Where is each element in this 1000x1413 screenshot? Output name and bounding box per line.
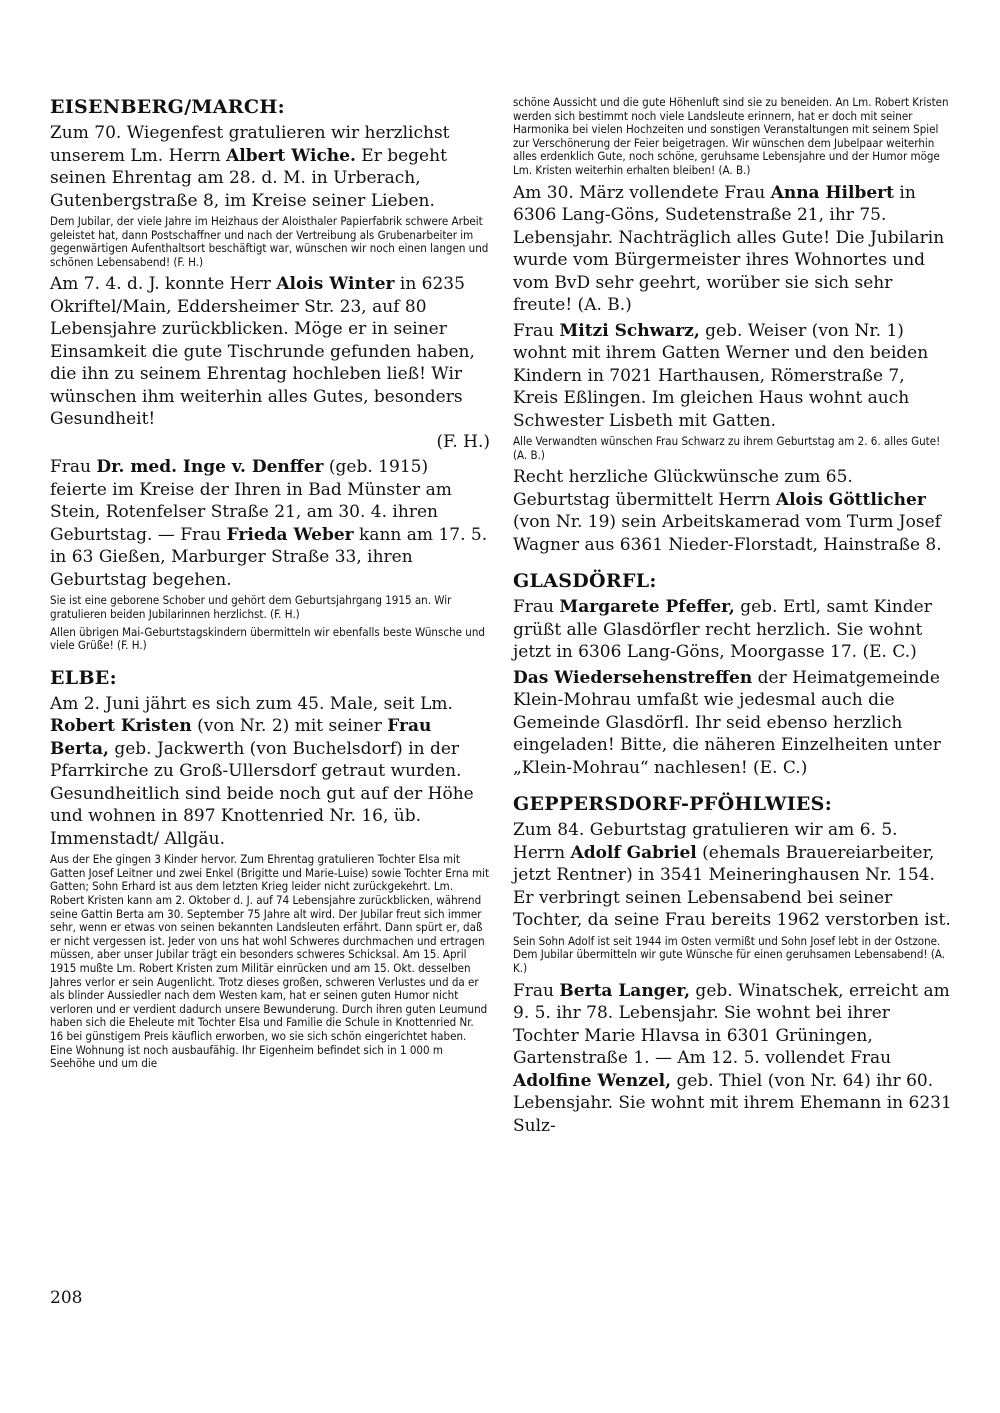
text: Frau bbox=[513, 980, 560, 1001]
paragraph bbox=[513, 980, 953, 1138]
person-name: Mitzi Schwarz, bbox=[559, 320, 700, 341]
person-name: Adolf Gabriel bbox=[570, 842, 697, 863]
section-heading-glasdoerfl: GLASDÖRFL: bbox=[513, 570, 657, 593]
right-column bbox=[513, 96, 953, 1140]
person-name: Frieda Weber bbox=[226, 524, 354, 545]
person-name: Alois Göttlicher bbox=[775, 489, 926, 510]
small-paragraph: Allen übrigen Mai-Geburtstagskindern übermitteln wir ebenfalls beste Wünsche und viele Grüße! (F. H.) bbox=[50, 624, 485, 653]
person-name: Berta Langer, bbox=[559, 980, 691, 1001]
left-column bbox=[50, 96, 490, 1075]
person-name: Margarete Pfeffer, bbox=[559, 597, 735, 618]
section-heading-eisenberg: EISENBERG/MARCH: bbox=[50, 96, 285, 118]
paragraph bbox=[50, 273, 490, 453]
text: Frau bbox=[50, 457, 97, 478]
small-paragraph: Dem Jubilar, der viele Jahre im Heizhaus der Aloisthaler Papierfabrik schwere Arbeit geleistet hat, dann Postschaffner und nach der Vertreibung als Grubenarbeiter im gegenwärtigen Aufenthaltsort beschäftigt war, wünschen wir noch einen langen und schönen Lebensabend! (F. H.) bbox=[50, 214, 489, 269]
person-name: Anna Hilbert bbox=[770, 182, 894, 203]
text: Zum 70. Wiegenfest gratulieren wir herzlichst unserem Lm. Herrn bbox=[50, 123, 450, 166]
paragraph bbox=[50, 122, 490, 212]
person-name: Frau Berta, bbox=[50, 716, 432, 759]
paragraph bbox=[513, 182, 953, 317]
text: der Heimatgemeinde Klein-Mohrau umfaßt wie jedesmal auch die Gemeinde Glasdörfl. Ihr seid ebenso herzlich eingeladen! Bitte, die näheren Einzelheiten unter „Klein-Mohrau“ nachlesen! (E. C.) bbox=[513, 667, 941, 778]
small-paragraph: Aus der Ehe gingen 3 Kinder hervor. Zum Ehrentag gratulieren Tochter Elsa mit Gatten Josef Leitner und zwei Enkel (Brigitte und Marie-Luise) sowie Tochter Erna mit Gatten; Sohn Erhard ist aus dem letzten Krieg leider nicht zurückgekehrt. Lm. Robert Kristen kann am 2. Oktober d. J. auf 74 Lebensjahre zurückblicken, während seine Gattin Berta am 30. September 75 Jahre alt wird. Der Jubilar freut sich immer sehr, wenn er etwas von seinen bekannten Landsleuten erfährt. Dann spürt er, daß er nicht vergessen ist. Jeder von uns hat wohl Schweres durchmachen und ertragen müssen, aber unser Jubilar trägt ein besonders schweres Schicksal. Am 15. April 1915 mußte Lm. Robert Kristen zum Militär einrücken und am 15. Okt. desselben Jahres verlor er sein Augenlicht. Trotz dieses großen, schweren Verlustes und da er als blinder Aussiedler nach dem Westen kam, hat er seinen guten Humor nicht verloren und er verdient dadurch unsere Bewunderung. Durch ihren guten Leumund haben sich die Eheleute mit Tochter Elsa und Familie die Schule in Knottenried Nr. 16 bei günstigem Preis käuflich erworben, wo sie sich schön eingerichtet haben. Eine Wohnung ist noch ausbaufähig. Ihr Eigenheim befindet sich in 1 000 m Seehöhe und um die bbox=[50, 852, 490, 1071]
text: kann am 17. 5. in 63 Gießen, Marburger Straße 33, ihren Geburtstag begehen. bbox=[50, 524, 488, 590]
text: geb. Thiel (von Nr. 64) ihr 60. Lebensjahr. Sie wohnt mit ihrem Ehemann in 6231 Sulz- bbox=[513, 1070, 952, 1136]
text: Recht herzliche Glückwünsche zum 65. Geburtstag übermittelt Herrn bbox=[513, 467, 853, 510]
person-name: Albert Wiche. bbox=[226, 145, 356, 166]
text: geb. Jackwerth (von Buchelsdorf) in der Pfarrkirche zu Groß-Ullersdorf getraut wurden. Gesundheitlich sind beide noch gut auf der Höhe und wohnen in 897 Knottenried Nr. 16, üb. Immenstadt/ Allgäu. bbox=[50, 738, 474, 849]
event-name: Das Wiedersehenstreffen bbox=[513, 667, 753, 688]
text: Frau bbox=[513, 597, 560, 618]
text: in 6235 Okriftel/Main, Eddersheimer Str. 23, auf 80 Lebensjahre zurückblicken. Möge er in seiner Einsamkeit die gute Tischrunde gefunden haben, die ihn zu seinem Ehrentag hochleben ließ! Wir wünschen ihm weiterhin alles Gutes, besonders Gesundheit! bbox=[50, 274, 475, 430]
small-paragraph: Sie ist eine geborene Schober und gehört dem Geburtsjahrgang 1915 an. Wir gratulieren beiden Jubilarinnen herzlichst. (F. H.) bbox=[50, 593, 452, 621]
text: Am 30. März vollendete Frau bbox=[513, 182, 771, 203]
text: (von Nr. 19) sein Arbeitskamerad vom Turm Josef Wagner aus 6361 Nieder-Florstadt, Hainstraße 8. bbox=[513, 512, 942, 555]
section-heading-elbe: ELBE: bbox=[50, 666, 117, 689]
text: Zum 84. Geburtstag gratulieren wir am 6. 5. Herrn bbox=[513, 820, 898, 863]
small-paragraph: schöne Aussicht und die gute Höhenluft sind sie zu beneiden. An Lm. Robert Kristen werden sich bestimmt noch viele Landsleute erinnern, hat er doch mit seiner Harmonika bei vielen Hochzeiten und sonstigen Veranstaltungen mit seinem Spiel zur Verschönerung der Feier beigetragen. Wir wünschen dem Jubelpaar weiterhin alles erdenklich Gute, noch schöne, geruhsame Lebensjahre und der Humor möge Lm. Kristen weiterhin erhalten bleiben! (A. B.) bbox=[513, 95, 949, 177]
person-name: Adolfine Wenzel, bbox=[513, 1070, 672, 1091]
paragraph bbox=[513, 466, 953, 556]
author-initials: (F. H.) bbox=[436, 431, 490, 452]
text: Am 2. Juni jährt es sich zum 45. Male, seit Lm. bbox=[50, 693, 453, 714]
paragraph bbox=[513, 320, 953, 433]
paragraph bbox=[513, 596, 953, 664]
paragraph bbox=[50, 693, 490, 851]
text: (geb. 1915) feierte im Kreise der Ihren in Bad Münster am Stein, Rotenfelser Straße 21, am 30. 4. ihren Geburtstag. — Frau bbox=[50, 457, 452, 545]
section-heading-geppersdorf: GEPPERSDORF-PFÖHLWIES: bbox=[513, 793, 833, 816]
text: geb. Winatschek, erreicht am 9. 5. ihr 78. Lebensjahr. Sie wohnt bei ihrer Tochter Marie Hlavsa in 6301 Grüningen, Gartenstraße 1. — Am 12. 5. vollendet Frau bbox=[513, 980, 950, 1069]
text: Er begeht seinen Ehrentag am 28. d. M. in Urberach, Gutenbergstraße 8, im Kreise seiner Lieben. bbox=[50, 145, 447, 211]
text: geb. Ertl, samt Kinder grüßt alle Glasdörfler recht herzlich. Sie wohnt jetzt in 6306 Lang-Göns, Moorgasse 17. (E. C.) bbox=[513, 597, 932, 663]
text: geb. Weiser (von Nr. 1) wohnt mit ihrem Gatten Werner und den beiden Kindern in 7021 Harthausen, Römerstraße 7, Kreis Eßlingen. Im gleichen Haus wohnt auch Schwester Lisbeth mit Gatten. bbox=[513, 320, 929, 431]
text: (von Nr. 2) mit seiner bbox=[191, 716, 388, 737]
person-name: Alois Winter bbox=[276, 274, 395, 295]
paragraph bbox=[513, 819, 953, 932]
small-paragraph: Alle Verwandten wünschen Frau Schwarz zu ihrem Geburtstag am 2. 6. alles Gute! (A. B.) bbox=[513, 434, 941, 462]
text: in 6306 Lang-Göns, Sudetenstraße 21, ihr 75. Lebensjahr. Nachträglich alles Gute! Die Jubilarin wurde vom Bürgermeister ihres Wohnortes und vom BvD sehr geehrt, worüber sie sich sehr freute! (A. B.) bbox=[513, 182, 945, 316]
paragraph bbox=[50, 456, 490, 591]
page-number: 208 bbox=[50, 1288, 83, 1308]
paragraph bbox=[513, 667, 953, 780]
text: Am 7. 4. d. J. konnte Herr bbox=[50, 274, 277, 295]
person-name: Robert Kristen bbox=[50, 716, 192, 737]
text: Frau bbox=[513, 320, 560, 341]
person-name: Dr. med. Inge v. Denffer bbox=[96, 457, 324, 478]
text: (ehemals Brauereiarbeiter, jetzt Rentner) in 3541 Meineringhausen Nr. 154. Er verbringt seinen Lebensabend bei seiner Tochter, da seine Frau bereits 1962 verstorben ist. bbox=[513, 842, 951, 931]
small-paragraph: Sein Sohn Adolf ist seit 1944 im Osten vermißt und Sohn Josef lebt in der Ostzone. Dem Jubilar übermitteln wir gute Wünsche für einen geruhsamen Lebensabend! (A. K.) bbox=[513, 933, 946, 975]
